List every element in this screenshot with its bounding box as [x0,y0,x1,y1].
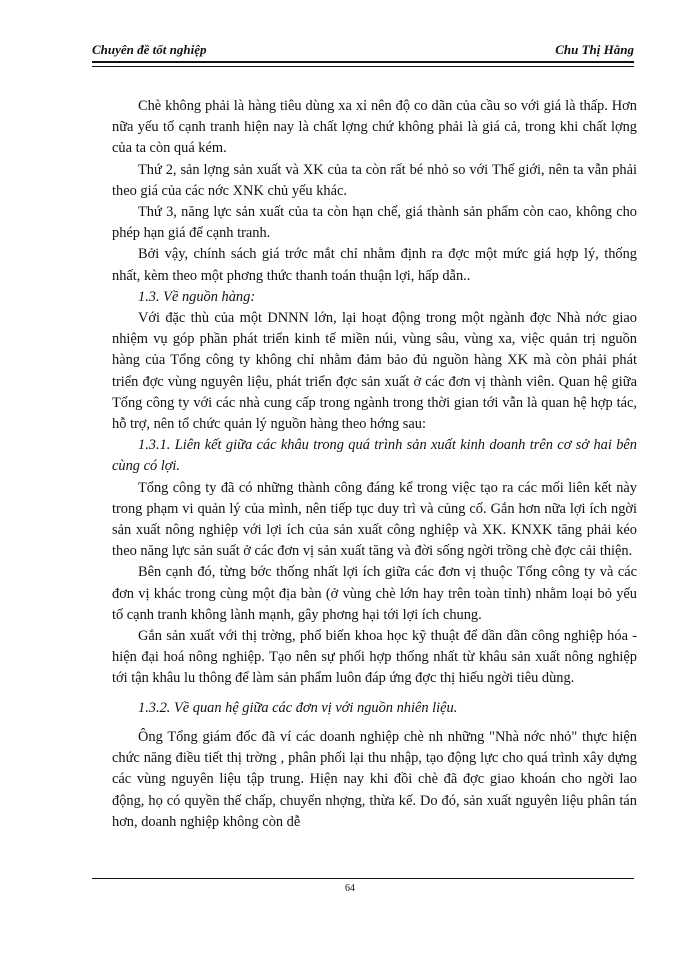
body-paragraph: Gắn sản xuất với thị trờng, phổ biến khoa học kỹ thuật để dần dần công nghiệp hóa - hiện đại hoá nông nghiệp. Tạo nên sự phối hợp thống nhất từ khâu sản xuất nông nghiệp tới tận khâu lu thông để làm sản phẩm luôn đáp ứng đợc thị hiếu ngời tiêu dùng. [112,628,637,687]
body-paragraph: Thứ 2, sản lợng sản xuất và XK của ta còn rất bé nhỏ so với Thế giới, nên ta vẫn phải theo giá của các nớc XNK chủ yếu khác. [112,161,637,199]
footer-divider [92,878,634,879]
body-paragraph: Ông Tổng giám đốc đã ví các doanh nghiệp chè nh những "Nhà nớc nhỏ" thực hiện chức năng điều tiết thị trờng , phân phối lại thu nhập, tạo động lực cho quá trình xây dựng các vùng nguyên liệu tập trung. Hiện nay khi đồi chè đã đợc giao khoán cho ngời lao động, họ có quyền thế chấp, chuyển nhợng, thừa kế. Do đó, sản xuất nguyên liệu phân tán hơn, doanh nghiệp không còn dễ [112,728,637,830]
subsection-heading: 1.3.2. Về quan hệ giữa các đơn vị với nguồn nhiên liệu. [138,699,458,716]
document-body [112,96,637,833]
body-paragraph: Tổng công ty đã có những thành công đáng kể trong việc tạo ra các mối liên kết này trong phạm vi quản lý của mình, nên tiếp tục duy trì và củng cố. Gắn hơn nữa lợi ích ngời sản xuất nông nghiệp với lợi ích của sản xuất công nghiệp và XK. KNXK tăng phải kéo theo năng lực sản suất ở các đơn vị sản xuất tăng và đời sống ngời trồng chè đợc cải thiện. [112,479,637,560]
header-left-title: Chuyên đề tốt nghiệp [92,42,207,57]
section-heading: 1.3. Về nguồn hàng: [138,288,256,305]
header-author: Chu Thị Hằng [555,42,634,57]
body-paragraph: Thứ 3, năng lực sản xuất của ta còn hạn chế, giá thành sản phẩm còn cao, không cho phép hạn giá để cạnh tranh. [112,204,637,242]
page-number: 64 [345,883,355,894]
body-paragraph: Bên cạnh đó, từng bớc thống nhất lợi ích giữa các đơn vị thuộc Tổng công ty và các đơn vị khác trong cùng một địa bàn (ở vùng chè lớn hay trên toàn tỉnh) nhằm loại bỏ yếu tố cạnh tranh không lành mạnh, gây phơng hại tới lợi ích chung. [112,564,637,623]
body-paragraph: Chè không phải là hàng tiêu dùng xa xỉ nên độ co dãn của cầu so với giá là thấp. Hơn nữa yếu tố cạnh tranh hiện nay là chất lợng chứ không phải là giá cả, trong khi chất lợng của ta còn quá kém. [112,98,637,157]
subsection-heading: 1.3.1. Liên kết giữa các khâu trong quá trình sản xuất kinh doanh trên cơ sở hai bên cùng có lợi. [112,437,637,475]
body-paragraph: Với đặc thù của một DNNN lớn, lại hoạt động trong một ngành đợc Nhà nớc giao nhiệm vụ góp phần phát triển kinh tế miền núi, vùng sâu, vùng xa, việc quản trị nguồn hàng của Tổng công ty không chỉ nhằm đảm bảo đủ nguồn hàng XK mà còn phải phát triển đợc vùng nguyên liệu, phát triển đợc sản xuất ở các đơn vị thành viên. Quan hệ giữa Tổng công ty với các nhà cung cấp trong ngành trong thời gian tới vẫn là quan hệ hợp tác, hỗ trợ, nên tổ chức quản lý nguồn hàng theo hớng sau: [112,310,637,433]
header-divider [92,61,634,67]
page-header [92,36,634,58]
body-paragraph: Bởi vậy, chính sách giá trớc mắt chỉ nhằm định ra đợc một mức giá hợp lý, thống nhất, kèm theo một phơng thức thanh toán thuận lợi, hấp dẫn.. [112,246,637,284]
